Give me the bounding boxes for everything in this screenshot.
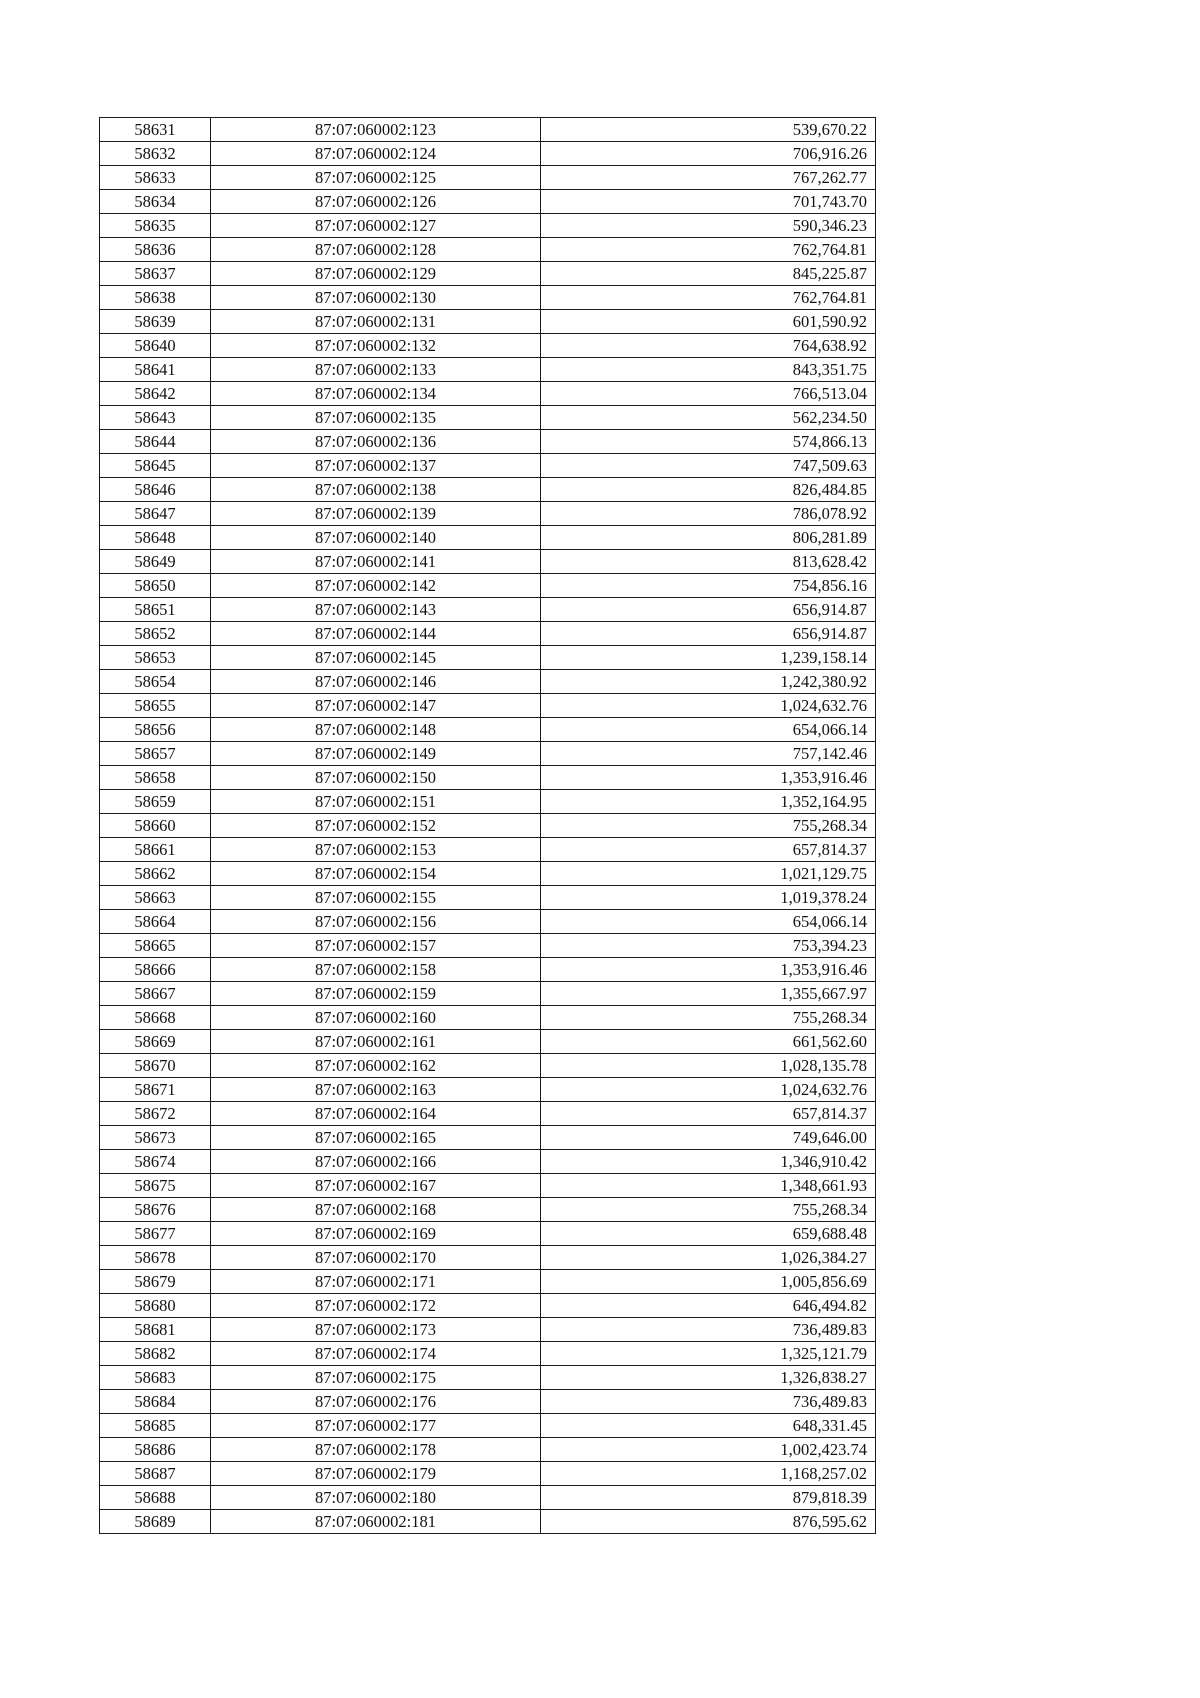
cadastral-value-cell: 601,590.92: [541, 310, 876, 334]
row-number-cell: 58649: [100, 550, 211, 574]
row-number-cell: 58640: [100, 334, 211, 358]
table-row: [100, 358, 876, 382]
cadastral-value-cell: 879,818.39: [541, 1486, 876, 1510]
table-row: [100, 910, 876, 934]
cadastral-value-cell: 755,268.34: [541, 1198, 876, 1222]
cadastral-number-cell: 87:07:060002:137: [211, 454, 541, 478]
cadastral-number-cell: 87:07:060002:135: [211, 406, 541, 430]
cadastral-number-cell: 87:07:060002:123: [211, 118, 541, 142]
row-number-cell: 58676: [100, 1198, 211, 1222]
cadastral-value-cell: 1,024,632.76: [541, 694, 876, 718]
cadastral-value-cell: 1,168,257.02: [541, 1462, 876, 1486]
cadastral-value-cell: 843,351.75: [541, 358, 876, 382]
cadastral-number-cell: 87:07:060002:128: [211, 238, 541, 262]
table-row: [100, 406, 876, 430]
cadastral-value-cell: 747,509.63: [541, 454, 876, 478]
table-row: [100, 1414, 876, 1438]
table-row: [100, 574, 876, 598]
cadastral-value-cell: 826,484.85: [541, 478, 876, 502]
table-row: [100, 430, 876, 454]
table-row: [100, 190, 876, 214]
cadastral-number-cell: 87:07:060002:155: [211, 886, 541, 910]
cadastral-value-cell: 1,026,384.27: [541, 1246, 876, 1270]
cadastral-number-cell: 87:07:060002:138: [211, 478, 541, 502]
row-number-cell: 58643: [100, 406, 211, 430]
cadastral-number-cell: 87:07:060002:173: [211, 1318, 541, 1342]
cadastral-number-cell: 87:07:060002:129: [211, 262, 541, 286]
cadastral-value-cell: 1,002,423.74: [541, 1438, 876, 1462]
table-row: [100, 742, 876, 766]
table-row: [100, 1174, 876, 1198]
table-row: [100, 382, 876, 406]
table-row: [100, 1030, 876, 1054]
table-row: [100, 550, 876, 574]
row-number-cell: 58660: [100, 814, 211, 838]
cadastral-value-cell: 754,856.16: [541, 574, 876, 598]
cadastral-number-cell: 87:07:060002:127: [211, 214, 541, 238]
row-number-cell: 58675: [100, 1174, 211, 1198]
cadastral-value-cell: 762,764.81: [541, 238, 876, 262]
cadastral-value-cell: 764,638.92: [541, 334, 876, 358]
cadastral-number-cell: 87:07:060002:175: [211, 1366, 541, 1390]
cadastral-value-cell: 806,281.89: [541, 526, 876, 550]
table-row: [100, 862, 876, 886]
row-number-cell: 58679: [100, 1270, 211, 1294]
table-row: [100, 1246, 876, 1270]
cadastral-number-cell: 87:07:060002:164: [211, 1102, 541, 1126]
row-number-cell: 58688: [100, 1486, 211, 1510]
table-row: [100, 1222, 876, 1246]
cadastral-number-cell: 87:07:060002:139: [211, 502, 541, 526]
cadastral-number-cell: 87:07:060002:143: [211, 598, 541, 622]
cadastral-number-cell: 87:07:060002:165: [211, 1126, 541, 1150]
row-number-cell: 58662: [100, 862, 211, 886]
row-number-cell: 58654: [100, 670, 211, 694]
table-row: [100, 214, 876, 238]
cadastral-number-cell: 87:07:060002:148: [211, 718, 541, 742]
row-number-cell: 58644: [100, 430, 211, 454]
row-number-cell: 58666: [100, 958, 211, 982]
cadastral-number-cell: 87:07:060002:136: [211, 430, 541, 454]
table-row: [100, 982, 876, 1006]
cadastral-value-cell: 646,494.82: [541, 1294, 876, 1318]
row-number-cell: 58645: [100, 454, 211, 478]
table-row: [100, 478, 876, 502]
row-number-cell: 58670: [100, 1054, 211, 1078]
table-row: [100, 838, 876, 862]
row-number-cell: 58667: [100, 982, 211, 1006]
table-row: [100, 670, 876, 694]
cadastral-number-cell: 87:07:060002:181: [211, 1510, 541, 1534]
cadastral-number-cell: 87:07:060002:144: [211, 622, 541, 646]
cadastral-value-cell: 654,066.14: [541, 910, 876, 934]
row-number-cell: 58658: [100, 766, 211, 790]
table-row: [100, 1486, 876, 1510]
cadastral-value-cell: 1,355,667.97: [541, 982, 876, 1006]
cadastral-number-cell: 87:07:060002:178: [211, 1438, 541, 1462]
cadastral-value-cell: 736,489.83: [541, 1318, 876, 1342]
cadastral-value-cell: 657,814.37: [541, 1102, 876, 1126]
cadastral-value-cell: 1,028,135.78: [541, 1054, 876, 1078]
cadastral-value-cell: 1,346,910.42: [541, 1150, 876, 1174]
cadastral-value-cell: 706,916.26: [541, 142, 876, 166]
cadastral-value-cell: 1,325,121.79: [541, 1342, 876, 1366]
cadastral-number-cell: 87:07:060002:125: [211, 166, 541, 190]
table-row: [100, 790, 876, 814]
table-row: [100, 766, 876, 790]
table-row: [100, 334, 876, 358]
table-row: [100, 1294, 876, 1318]
row-number-cell: 58633: [100, 166, 211, 190]
table-row: [100, 1198, 876, 1222]
table-row: [100, 622, 876, 646]
cadastral-number-cell: 87:07:060002:132: [211, 334, 541, 358]
row-number-cell: 58661: [100, 838, 211, 862]
table-row: [100, 1318, 876, 1342]
table-row: [100, 1102, 876, 1126]
cadastral-value-cell: 813,628.42: [541, 550, 876, 574]
table-row: [100, 454, 876, 478]
row-number-cell: 58674: [100, 1150, 211, 1174]
row-number-cell: 58682: [100, 1342, 211, 1366]
table-row: [100, 958, 876, 982]
table-body: [100, 118, 876, 1534]
cadastral-number-cell: 87:07:060002:174: [211, 1342, 541, 1366]
cadastral-value-cell: 1,352,164.95: [541, 790, 876, 814]
table-row: [100, 310, 876, 334]
cadastral-number-cell: 87:07:060002:130: [211, 286, 541, 310]
row-number-cell: 58684: [100, 1390, 211, 1414]
table-row: [100, 286, 876, 310]
table-row: [100, 1342, 876, 1366]
row-number-cell: 58683: [100, 1366, 211, 1390]
cadastral-number-cell: 87:07:060002:150: [211, 766, 541, 790]
cadastral-number-cell: 87:07:060002:146: [211, 670, 541, 694]
row-number-cell: 58641: [100, 358, 211, 382]
row-number-cell: 58653: [100, 646, 211, 670]
row-number-cell: 58677: [100, 1222, 211, 1246]
cadastral-number-cell: 87:07:060002:179: [211, 1462, 541, 1486]
table-row: [100, 1054, 876, 1078]
row-number-cell: 58634: [100, 190, 211, 214]
row-number-cell: 58651: [100, 598, 211, 622]
table-row: [100, 934, 876, 958]
table-row: [100, 1006, 876, 1030]
row-number-cell: 58678: [100, 1246, 211, 1270]
table-row: [100, 694, 876, 718]
row-number-cell: 58648: [100, 526, 211, 550]
cadastral-value-cell: 845,225.87: [541, 262, 876, 286]
table-row: [100, 1150, 876, 1174]
cadastral-value-cell: 656,914.87: [541, 598, 876, 622]
cadastral-value-cell: 1,239,158.14: [541, 646, 876, 670]
cadastral-value-table: [99, 117, 876, 1534]
cadastral-value-cell: 755,268.34: [541, 1006, 876, 1030]
cadastral-value-cell: 539,670.22: [541, 118, 876, 142]
cadastral-value-cell: 656,914.87: [541, 622, 876, 646]
cadastral-value-cell: 749,646.00: [541, 1126, 876, 1150]
row-number-cell: 58668: [100, 1006, 211, 1030]
cadastral-number-cell: 87:07:060002:134: [211, 382, 541, 406]
cadastral-value-cell: 701,743.70: [541, 190, 876, 214]
row-number-cell: 58636: [100, 238, 211, 262]
cadastral-value-cell: 1,005,856.69: [541, 1270, 876, 1294]
cadastral-value-cell: 757,142.46: [541, 742, 876, 766]
cadastral-number-cell: 87:07:060002:170: [211, 1246, 541, 1270]
table-row: [100, 526, 876, 550]
cadastral-number-cell: 87:07:060002:166: [211, 1150, 541, 1174]
row-number-cell: 58672: [100, 1102, 211, 1126]
cadastral-value-cell: 661,562.60: [541, 1030, 876, 1054]
row-number-cell: 58669: [100, 1030, 211, 1054]
cadastral-number-cell: 87:07:060002:149: [211, 742, 541, 766]
cadastral-number-cell: 87:07:060002:176: [211, 1390, 541, 1414]
cadastral-number-cell: 87:07:060002:167: [211, 1174, 541, 1198]
cadastral-value-cell: 753,394.23: [541, 934, 876, 958]
cadastral-number-cell: 87:07:060002:131: [211, 310, 541, 334]
row-number-cell: 58689: [100, 1510, 211, 1534]
table-row: [100, 142, 876, 166]
row-number-cell: 58657: [100, 742, 211, 766]
cadastral-value-cell: 654,066.14: [541, 718, 876, 742]
table-row: [100, 1510, 876, 1534]
row-number-cell: 58663: [100, 886, 211, 910]
table-row: [100, 646, 876, 670]
table-row: [100, 1390, 876, 1414]
cadastral-value-cell: 766,513.04: [541, 382, 876, 406]
cadastral-number-cell: 87:07:060002:152: [211, 814, 541, 838]
row-number-cell: 58638: [100, 286, 211, 310]
cadastral-number-cell: 87:07:060002:162: [211, 1054, 541, 1078]
cadastral-number-cell: 87:07:060002:133: [211, 358, 541, 382]
cadastral-number-cell: 87:07:060002:154: [211, 862, 541, 886]
row-number-cell: 58665: [100, 934, 211, 958]
table-row: [100, 598, 876, 622]
cadastral-number-cell: 87:07:060002:147: [211, 694, 541, 718]
cadastral-number-cell: 87:07:060002:157: [211, 934, 541, 958]
cadastral-value-cell: 767,262.77: [541, 166, 876, 190]
row-number-cell: 58646: [100, 478, 211, 502]
table-row: [100, 166, 876, 190]
cadastral-value-cell: 590,346.23: [541, 214, 876, 238]
cadastral-value-cell: 736,489.83: [541, 1390, 876, 1414]
cadastral-number-cell: 87:07:060002:172: [211, 1294, 541, 1318]
cadastral-value-cell: 1,019,378.24: [541, 886, 876, 910]
row-number-cell: 58639: [100, 310, 211, 334]
table-row: [100, 502, 876, 526]
cadastral-number-cell: 87:07:060002:158: [211, 958, 541, 982]
row-number-cell: 58680: [100, 1294, 211, 1318]
cadastral-number-cell: 87:07:060002:171: [211, 1270, 541, 1294]
table-row: [100, 1078, 876, 1102]
cadastral-value-cell: 876,595.62: [541, 1510, 876, 1534]
cadastral-number-cell: 87:07:060002:161: [211, 1030, 541, 1054]
cadastral-value-cell: 1,024,632.76: [541, 1078, 876, 1102]
row-number-cell: 58686: [100, 1438, 211, 1462]
row-number-cell: 58642: [100, 382, 211, 406]
row-number-cell: 58632: [100, 142, 211, 166]
row-number-cell: 58681: [100, 1318, 211, 1342]
cadastral-value-cell: 762,764.81: [541, 286, 876, 310]
cadastral-number-cell: 87:07:060002:141: [211, 550, 541, 574]
cadastral-number-cell: 87:07:060002:124: [211, 142, 541, 166]
cadastral-number-cell: 87:07:060002:160: [211, 1006, 541, 1030]
cadastral-value-cell: 562,234.50: [541, 406, 876, 430]
table-row: [100, 118, 876, 142]
cadastral-value-cell: 1,021,129.75: [541, 862, 876, 886]
cadastral-value-cell: 1,242,380.92: [541, 670, 876, 694]
cadastral-value-cell: 657,814.37: [541, 838, 876, 862]
cadastral-number-cell: 87:07:060002:153: [211, 838, 541, 862]
cadastral-number-cell: 87:07:060002:151: [211, 790, 541, 814]
cadastral-number-cell: 87:07:060002:140: [211, 526, 541, 550]
cadastral-number-cell: 87:07:060002:177: [211, 1414, 541, 1438]
cadastral-value-cell: 1,353,916.46: [541, 958, 876, 982]
cadastral-number-cell: 87:07:060002:168: [211, 1198, 541, 1222]
cadastral-number-cell: 87:07:060002:126: [211, 190, 541, 214]
row-number-cell: 58655: [100, 694, 211, 718]
table-row: [100, 1270, 876, 1294]
cadastral-number-cell: 87:07:060002:163: [211, 1078, 541, 1102]
row-number-cell: 58635: [100, 214, 211, 238]
row-number-cell: 58637: [100, 262, 211, 286]
cadastral-number-cell: 87:07:060002:156: [211, 910, 541, 934]
cadastral-value-cell: 648,331.45: [541, 1414, 876, 1438]
row-number-cell: 58685: [100, 1414, 211, 1438]
cadastral-value-cell: 1,348,661.93: [541, 1174, 876, 1198]
table-row: [100, 814, 876, 838]
row-number-cell: 58664: [100, 910, 211, 934]
cadastral-number-cell: 87:07:060002:159: [211, 982, 541, 1006]
row-number-cell: 58656: [100, 718, 211, 742]
table-row: [100, 886, 876, 910]
cadastral-number-cell: 87:07:060002:142: [211, 574, 541, 598]
table-row: [100, 1438, 876, 1462]
row-number-cell: 58687: [100, 1462, 211, 1486]
row-number-cell: 58650: [100, 574, 211, 598]
table-row: [100, 1366, 876, 1390]
cadastral-value-cell: 786,078.92: [541, 502, 876, 526]
cadastral-number-cell: 87:07:060002:145: [211, 646, 541, 670]
row-number-cell: 58631: [100, 118, 211, 142]
row-number-cell: 58647: [100, 502, 211, 526]
cadastral-value-cell: 1,326,838.27: [541, 1366, 876, 1390]
row-number-cell: 58673: [100, 1126, 211, 1150]
row-number-cell: 58671: [100, 1078, 211, 1102]
table-row: [100, 238, 876, 262]
cadastral-value-cell: 574,866.13: [541, 430, 876, 454]
table-row: [100, 718, 876, 742]
cadastral-value-cell: 1,353,916.46: [541, 766, 876, 790]
table-row: [100, 1126, 876, 1150]
table-row: [100, 262, 876, 286]
row-number-cell: 58659: [100, 790, 211, 814]
cadastral-number-cell: 87:07:060002:180: [211, 1486, 541, 1510]
row-number-cell: 58652: [100, 622, 211, 646]
table-row: [100, 1462, 876, 1486]
cadastral-value-cell: 755,268.34: [541, 814, 876, 838]
cadastral-number-cell: 87:07:060002:169: [211, 1222, 541, 1246]
cadastral-value-cell: 659,688.48: [541, 1222, 876, 1246]
